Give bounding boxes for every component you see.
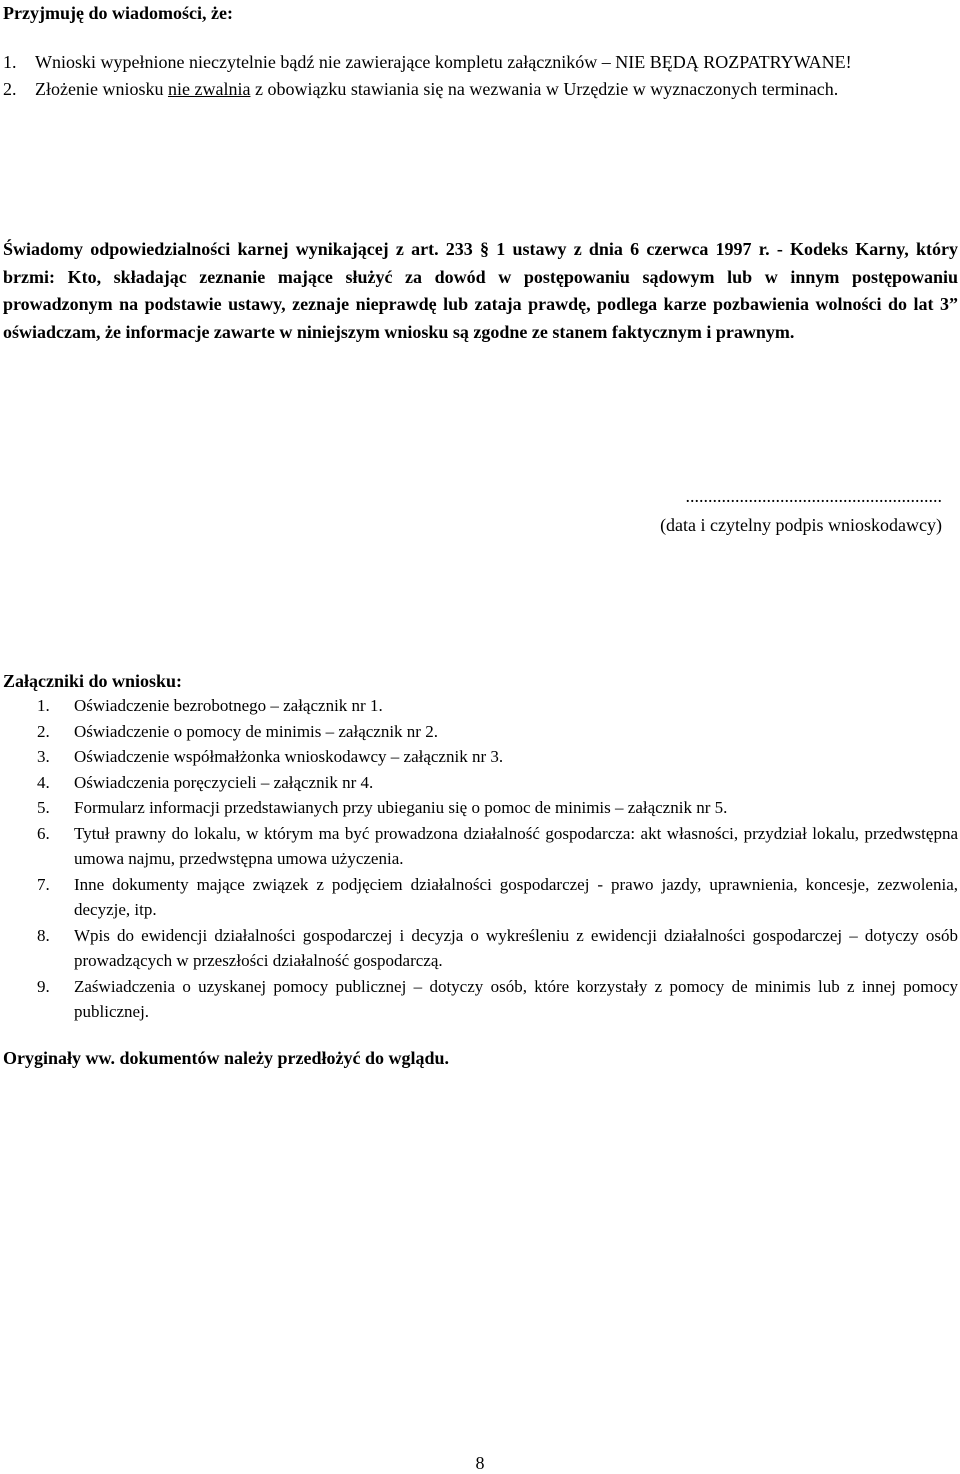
list-item-text: Wnioski wypełnione nieczytelnie bądź nie zawierające kompletu załączników – NIE BĘDĄ ROZPATRYWANE! — [35, 52, 852, 72]
list-item-number: 2. — [37, 721, 50, 741]
attachments-list — [3, 693, 958, 1025]
underlined-phrase: nie zwalnia — [167, 79, 251, 99]
list-item-text: Oświadczenie współmałżonka wnioskodawcy – załącznik nr 3. — [74, 747, 504, 766]
list-item-number: 4. — [37, 772, 50, 792]
list-item-number: 9. — [37, 976, 50, 996]
list-item — [3, 872, 958, 923]
text-segment: Złożenie wniosku — [35, 79, 168, 99]
list-item — [3, 795, 958, 821]
list-item — [3, 770, 958, 796]
list-item-text: Zaświadczenia o uzyskanej pomocy publicznej – dotyczy osób, które korzystały z pomocy de minimis lub z innej pomocy publicznej. — [74, 976, 958, 1021]
text-segment: z obowiązku stawiania się na wezwania w Urzędzie w wyznaczonych terminach. — [250, 79, 839, 99]
criminal-liability-declaration: Świadomy odpowiedzialności karnej wynikającej z art. 233 § 1 ustawy z dnia 6 czerwca 1997 r. - Kodeks Karny, który brzmi: Kto, składając zeznanie mające służyć za dowód w postępowaniu sądowym lub w innym postępowaniu prowadzonym na podstawie ustawy, zeznaje nieprawdę lub zataja prawdę, podlega karze pozbawienia wolności do lat 3” oświadczam, że informacje zawarte w niniejszym wniosku są zgodne ze stanem faktycznym i prawnym. — [3, 239, 958, 342]
list-item-number: 3. — [37, 747, 50, 766]
list-item-number: 1. — [3, 52, 17, 72]
list-item — [3, 76, 958, 103]
list-item-number: 2. — [3, 79, 17, 99]
list-item-number: 5. — [37, 798, 50, 817]
list-item-text: Formularz informacji przedstawianych przy ubieganiu się o pomoc de minimis – załącznik nr 5. — [74, 798, 728, 817]
page-number: 8 — [475, 1453, 485, 1473]
list-item-text: Oświadczenie o pomocy de minimis – załącznik nr 2. — [74, 721, 438, 741]
attachments-title: Załączniki do wniosku: — [3, 671, 183, 691]
signature-block — [522, 484, 942, 542]
list-item-text: Inne dokumenty mające związek z podjęciem działalności gospodarczej - prawo jazdy, uprawnienia, koncesje, zezwolenia, decyzje, itp. — [74, 874, 958, 919]
list-item-text: Oświadczenie bezrobotnego – załącznik nr 1. — [74, 696, 383, 715]
list-item — [3, 719, 958, 745]
list-item-number: 8. — [37, 925, 50, 945]
list-item — [3, 49, 958, 76]
signature-line: ......................................................... — [685, 486, 942, 506]
list-item-text — [35, 76, 958, 103]
list-item-text: Tytuł prawny do lokalu, w którym ma być prowadzona działalność gospodarcza: akt własności, przydział lokalu, przedwstępna umowa najmu, przedwstępna umowa użyczenia. — [74, 823, 958, 868]
list-item-number: 1. — [37, 696, 50, 715]
originals-note: Oryginały ww. dokumentów należy przedłożyć do wglądu. — [3, 1048, 450, 1068]
list-item — [3, 744, 958, 770]
list-item-text: Wpis do ewidencji działalności gospodarczej i decyzja o wykreśleniu z ewidencji działalności gospodarczej – dotyczy osób prowadzących w przeszłości działalność gospodarczą. — [74, 925, 958, 970]
acknowledgement-heading: Przyjmuję do wiadomości, że: — [3, 3, 233, 23]
list-item — [3, 693, 958, 719]
list-item-number: 6. — [37, 823, 50, 843]
list-item-number: 7. — [37, 874, 50, 894]
list-item — [3, 974, 958, 1025]
acknowledgement-list — [3, 49, 958, 103]
signature-caption: (data i czytelny podpis wnioskodawcy) — [660, 515, 942, 535]
list-item — [3, 821, 958, 872]
list-item-text: Oświadczenia poręczycieli – załącznik nr 4. — [74, 772, 374, 792]
list-item — [3, 923, 958, 974]
